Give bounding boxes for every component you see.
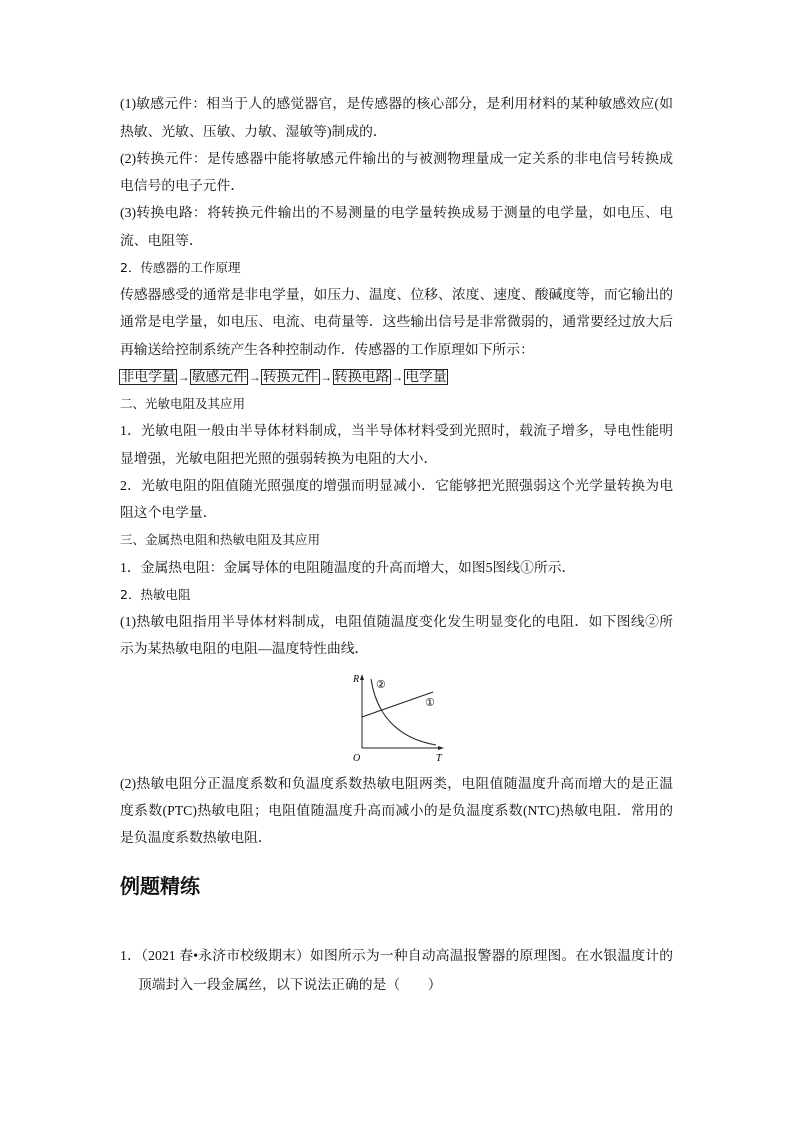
main-content bbox=[120, 90, 673, 851]
working-principle-line-2: 通常是电学量，如电压、电流、电荷量等．这些输出信号是非常微弱的，通常要经过放大后 bbox=[120, 314, 673, 330]
y-axis-label: R bbox=[353, 673, 360, 685]
flow-box-non-electrical: 非电学量 bbox=[120, 368, 176, 384]
examples-heading: 例题精练 bbox=[120, 874, 200, 898]
thermistor-p2-line-1: (2)热敏电阻分正温度系数和负温度系数热敏电阻两类，电阻值随温度升高而增大的是正温 bbox=[120, 775, 673, 791]
flow-box-conversion-element: 转换元件 bbox=[262, 368, 319, 384]
rt-curve-graph bbox=[350, 672, 450, 767]
conversion-element-line-2: 电信号的电子元件． bbox=[120, 178, 245, 194]
curve-2-label: ② bbox=[376, 678, 386, 691]
question-1-line-2: 顶端封入一段金属丝，以下说法正确的是（ ） bbox=[138, 976, 442, 992]
thermistor-p2-line-2: 度系数(PTC)热敏电阻；电阻值随温度升高而减小的是负温度系数(NTC)热敏电阻．常用的 bbox=[120, 802, 673, 818]
thermistor-p2-line-3: 是负温度系数热敏电阻． bbox=[120, 830, 272, 846]
origin-label: O bbox=[353, 752, 361, 764]
metal-thermal-resistor-text: 1．金属热电阻：金属导体的电阻随温度的升高而增大，如图5图线①所示． bbox=[120, 559, 576, 575]
conversion-circuit-line-2: 流、电阻等． bbox=[120, 232, 203, 248]
working-principle-heading: 2．传感器的工作原理 bbox=[120, 259, 241, 275]
arrow-icon: → bbox=[177, 369, 190, 384]
thermistor-heading: 2．热敏电阻 bbox=[120, 586, 191, 602]
question-1 bbox=[120, 941, 673, 999]
working-principle-line-3: 再输送给控制系统产生各种控制动作．传感器的工作原理如下所示： bbox=[120, 341, 534, 357]
flow-box-sensitive-element: 敏感元件 bbox=[191, 368, 247, 384]
thermal-heading: 三、金属热电阻和热敏电阻及其应用 bbox=[120, 532, 321, 548]
y-axis-arrow-icon bbox=[360, 674, 364, 680]
photoresistor-item1-line-2: 显增强，光敏电阻把光照的强弱转换为电阻的大小． bbox=[120, 450, 438, 466]
photoresistor-item1-line-1: 1．光敏电阻一般由半导体材料制成，当半导体材料受到光照时，载流子增多，导电性能明 bbox=[120, 423, 673, 439]
principle-flow-diagram bbox=[119, 363, 673, 390]
photoresistor-item2-line-2: 阻这个电学量． bbox=[120, 505, 217, 521]
arrow-icon: → bbox=[391, 369, 404, 384]
arrow-icon: → bbox=[248, 369, 261, 384]
sensitive-element-line-1: (1)敏感元件：相当于人的感觉器官，是传感器的核心部分，是利用材料的某种敏感效应(如 bbox=[120, 96, 673, 112]
flow-box-conversion-circuit: 转换电路 bbox=[334, 368, 390, 384]
thermistor-p1-line-2: 示为某热敏电阻的电阻—温度特性曲线． bbox=[120, 641, 369, 657]
curve-1-metal bbox=[362, 692, 433, 717]
arrow-icon: → bbox=[320, 369, 333, 384]
flow-box-electrical: 电学量 bbox=[405, 368, 447, 384]
photoresistor-item2-line-1: 2．光敏电阻的阻值随光照强度的增强而明显减小．它能够把光照强弱这个光学量转换为电 bbox=[120, 477, 673, 493]
x-axis-arrow-icon bbox=[438, 746, 444, 750]
sensitive-element-line-2: 热敏、光敏、压敏、力敏、湿敏等)制成的． bbox=[120, 123, 387, 139]
x-axis-label: T bbox=[436, 752, 442, 764]
conversion-element-line-1: (2)转换元件：是传感器中能将敏感元件输出的与被测物理量成一定关系的非电信号转换成 bbox=[120, 150, 673, 166]
resistance-temperature-figure bbox=[120, 663, 673, 770]
photoresistor-heading: 二、光敏电阻及其应用 bbox=[120, 396, 246, 412]
conversion-circuit-line-1: (3)转换电路：将转换元件输出的不易测量的电学量转换成易于测量的电学量，如电压、电 bbox=[120, 205, 673, 221]
working-principle-line-1: 传感器感受的通常是非电学量，如压力、温度、位移、浓度、速度、酸碱度等，而它输出的 bbox=[120, 287, 673, 303]
thermistor-p1-line-1: (1)热敏电阻指用半导体材料制成，电阻值随温度变化发生明显变化的电阻．如下图线②所 bbox=[120, 614, 673, 630]
curve-1-label: ① bbox=[425, 696, 435, 709]
question-1-line-1: 1．（2021 春•永济市校级期末）如图所示为一种自动高温报警器的原理图。在水银温度计的 bbox=[120, 947, 673, 963]
